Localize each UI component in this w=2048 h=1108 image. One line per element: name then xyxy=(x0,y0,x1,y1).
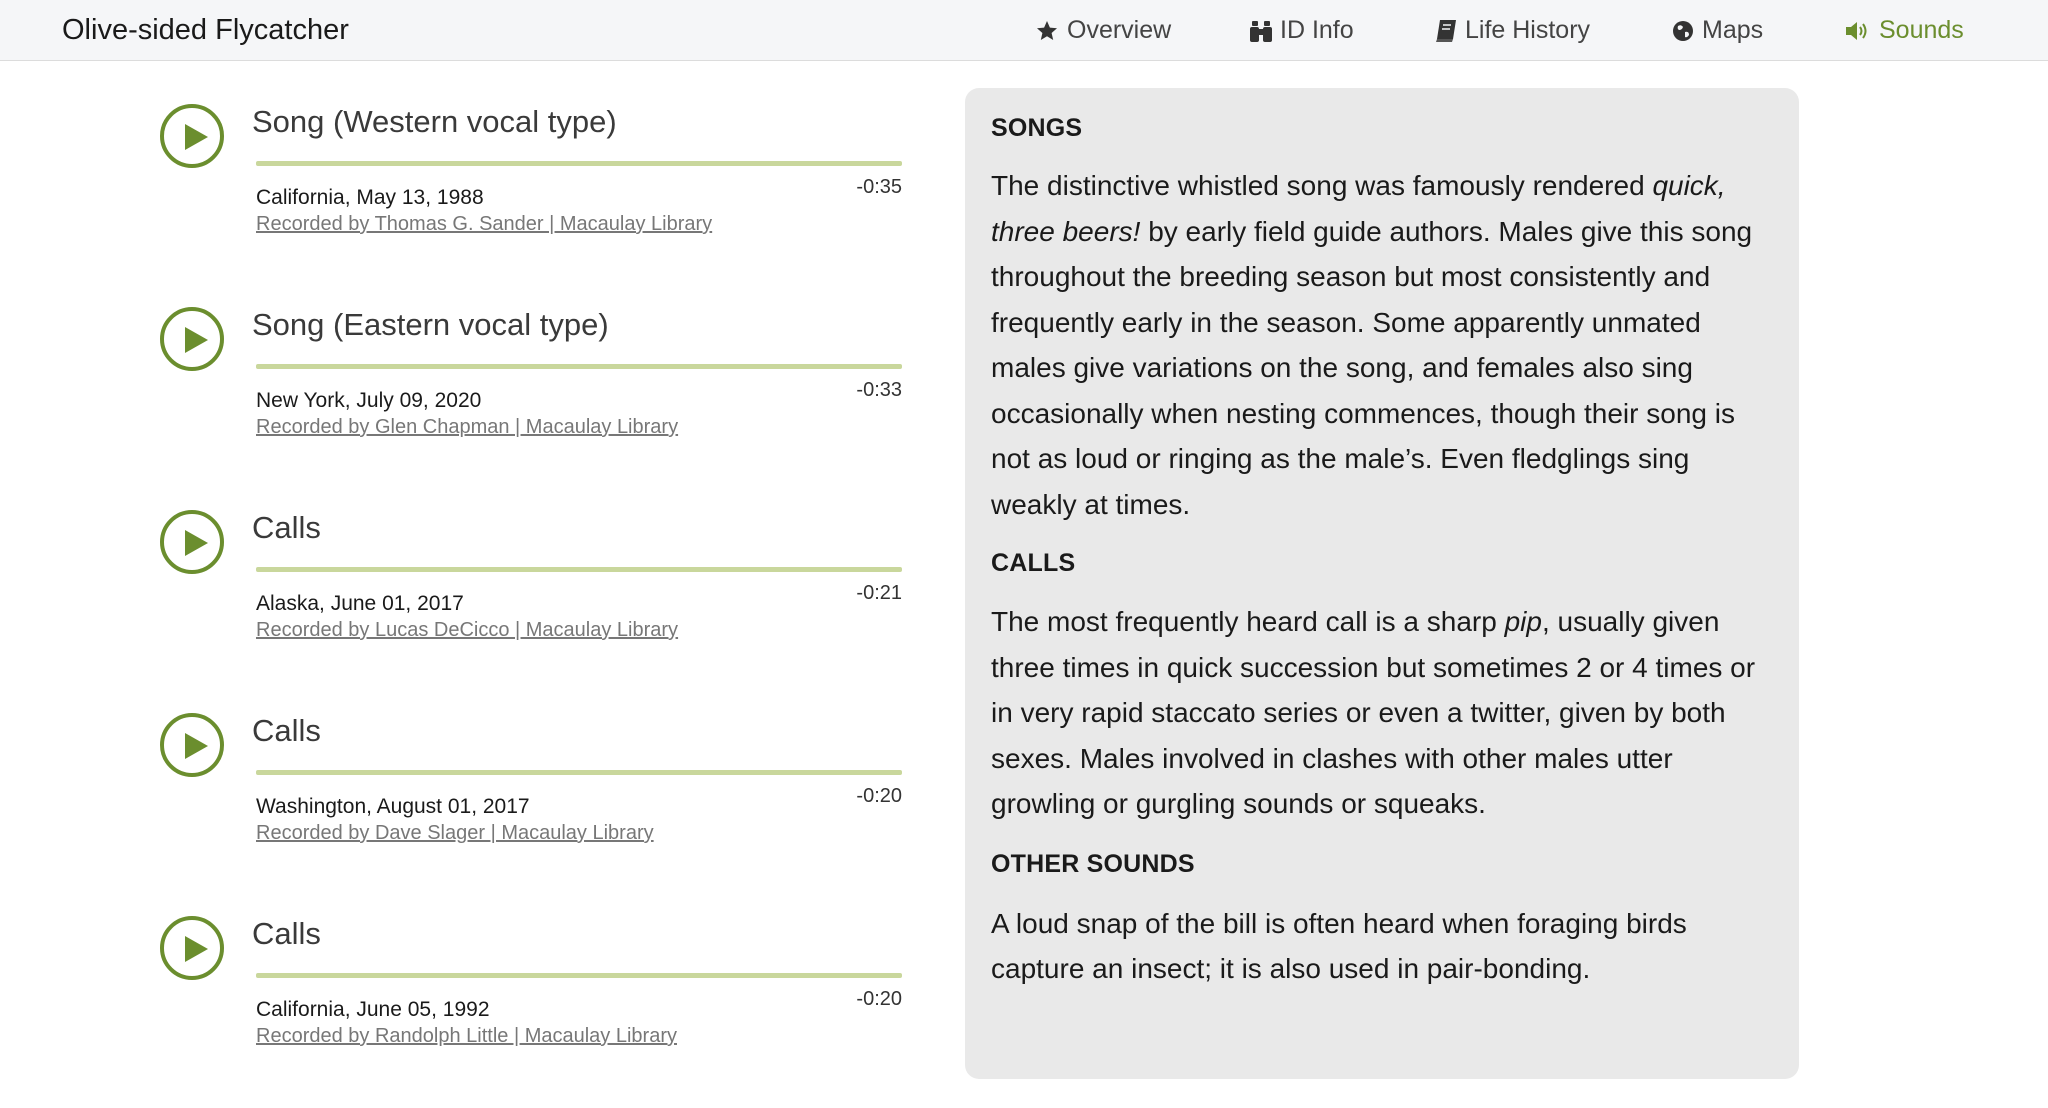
play-icon xyxy=(180,122,210,152)
play-button[interactable] xyxy=(160,510,224,574)
calls-text-end: , usually given three times in quick succession but sometimes 2 or 4 times or in very rapid staccato series or even a twitter, given by both sexes. Males involved in clashes with other males utter growling or gurgling sounds or squeaks. xyxy=(991,606,1756,819)
nav-id-info-label: ID Info xyxy=(1280,16,1354,44)
play-icon xyxy=(180,528,210,558)
nav-sounds-label: Sounds xyxy=(1879,16,1964,44)
book-icon xyxy=(1435,19,1457,43)
page-title: Olive-sided Flycatcher xyxy=(62,14,349,46)
binoculars-icon xyxy=(1250,19,1272,43)
songs-text-emphasis: quick, three beers! xyxy=(991,170,1726,247)
songs-text-end: by early field guide authors. Males give this song throughout the breeding season but most consistently and frequently early in the season. Some apparently unmated males give variations on the song, and females also sing occasionally when nesting commences, though their song is not as loud or ringing as the male’s. Even fledglings sing weakly at times. xyxy=(991,215,1753,520)
progress-bar[interactable] xyxy=(256,567,902,572)
play-button[interactable] xyxy=(160,104,224,168)
nav-maps[interactable] xyxy=(1672,16,1763,45)
recording-location-date: Alaska, June 01, 2017 xyxy=(256,592,464,615)
progress-bar[interactable] xyxy=(256,364,902,369)
time-remaining: -0:35 xyxy=(856,176,902,198)
sounds-description-panel xyxy=(965,88,1799,1079)
recording-title: Song (Western vocal type) xyxy=(252,104,617,139)
recording-item xyxy=(160,510,902,670)
songs-paragraph xyxy=(991,163,1773,527)
time-remaining: -0:33 xyxy=(856,379,902,401)
calls-paragraph xyxy=(991,599,1773,827)
recording-item xyxy=(160,307,902,467)
star-icon xyxy=(1035,19,1059,43)
recording-location-date: New York, July 09, 2020 xyxy=(256,389,482,412)
calls-text-start: The most frequently heard call is a sharp xyxy=(991,606,1505,637)
nav-id-info[interactable] xyxy=(1250,16,1354,45)
recording-location-date: California, June 05, 1992 xyxy=(256,998,490,1021)
play-button[interactable] xyxy=(160,713,224,777)
nav-overview-label: Overview xyxy=(1067,16,1172,44)
recording-item xyxy=(160,916,902,1076)
recording-item xyxy=(160,104,902,264)
play-icon xyxy=(180,934,210,964)
recording-item xyxy=(160,713,902,873)
recording-credit-link[interactable]: Recorded by Dave Slager | Macaulay Library xyxy=(256,822,654,844)
nav-life-history[interactable] xyxy=(1435,16,1590,45)
top-navbar xyxy=(0,0,2048,61)
nav-life-history-label: Life History xyxy=(1465,16,1591,44)
nav-maps-label: Maps xyxy=(1702,16,1764,44)
recording-location-date: California, May 13, 1988 xyxy=(256,186,484,209)
songs-heading: SONGS xyxy=(991,114,1083,142)
recording-title: Calls xyxy=(252,916,321,951)
recording-credit-link[interactable]: Recorded by Glen Chapman | Macaulay Library xyxy=(256,416,679,438)
recording-title: Calls xyxy=(252,713,321,748)
progress-bar[interactable] xyxy=(256,161,902,166)
time-remaining: -0:21 xyxy=(856,582,902,604)
progress-bar[interactable] xyxy=(256,770,902,775)
other-sounds-heading: OTHER SOUNDS xyxy=(991,849,1195,878)
calls-heading: CALLS xyxy=(991,549,1076,577)
recording-title: Song (Eastern vocal type) xyxy=(252,307,609,342)
nav-overview[interactable] xyxy=(1035,16,1171,45)
other-sounds-paragraph: A loud snap of the bill is often heard when foraging birds capture an insect; it is also used in pair-bonding. xyxy=(991,907,1687,984)
play-button[interactable] xyxy=(160,307,224,371)
play-icon xyxy=(180,325,210,355)
nav-sounds[interactable] xyxy=(1845,16,1964,45)
recording-location-date: Washington, August 01, 2017 xyxy=(256,795,530,818)
recording-title: Calls xyxy=(252,510,321,545)
play-button[interactable] xyxy=(160,916,224,980)
play-icon xyxy=(180,731,210,761)
time-remaining: -0:20 xyxy=(856,785,902,807)
time-remaining: -0:20 xyxy=(856,988,902,1010)
speaker-icon xyxy=(1845,20,1871,42)
recording-credit-link[interactable]: Recorded by Thomas G. Sander | Macaulay Library xyxy=(256,213,713,235)
songs-text-start: The distinctive whistled song was famously rendered xyxy=(991,170,1653,201)
progress-bar[interactable] xyxy=(256,973,902,978)
calls-text-emphasis: pip xyxy=(1504,606,1542,637)
recording-credit-link[interactable]: Recorded by Lucas DeCicco | Macaulay Library xyxy=(256,619,679,641)
recording-credit-link[interactable]: Recorded by Randolph Little | Macaulay Library xyxy=(256,1025,677,1047)
globe-icon xyxy=(1672,20,1694,42)
